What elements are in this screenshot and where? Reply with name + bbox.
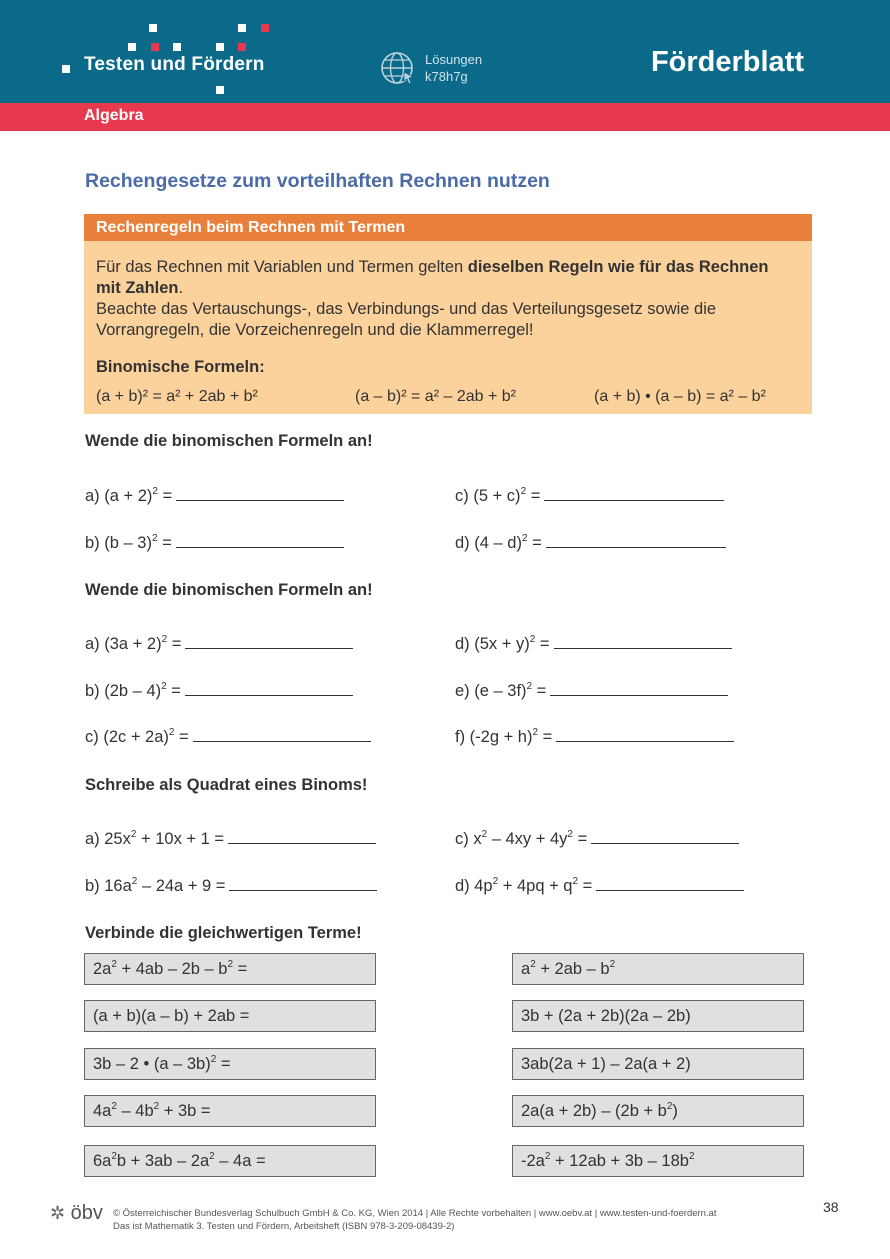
- task-3d: d) $4p^2 + 4pq + q^2$ =: [455, 874, 744, 896]
- term-right-3[interactable]: 3ab(2a + 1) – 2a(a + 2): [512, 1048, 804, 1080]
- answer-line[interactable]: [228, 827, 376, 844]
- term-right-5[interactable]: $-2a^2 + 12ab + 3b - 18b^2$: [512, 1145, 804, 1177]
- term-left-5[interactable]: $6a^2b + 3ab - 2a^2 - 4a$ =: [84, 1145, 376, 1177]
- answer-line[interactable]: [193, 725, 371, 742]
- info-text-3: Beachte das Vertauschungs-, das Verbindungs- und das Verteilungsgesetz sowie die Vorrangregeln, die Vorzeichenregeln und die Klammerregel!: [96, 300, 717, 339]
- answer-line[interactable]: [185, 632, 353, 649]
- solutions-label[interactable]: Lösungen: [425, 52, 483, 67]
- globe-icon[interactable]: [380, 50, 416, 86]
- answer-line[interactable]: [554, 632, 732, 649]
- answer-line[interactable]: [544, 484, 724, 501]
- section3-title: Schreibe als Quadrat eines Binoms!: [85, 776, 368, 794]
- footer-line-2: Das ist Mathematik 3. Testen und Fördern, Arbeitsheft (ISBN 978-3-209-08439-2): [113, 1221, 455, 1232]
- section1-title: Wende die binomischen Formeln an!: [85, 432, 373, 450]
- answer-line[interactable]: [596, 874, 744, 891]
- page-number: 38: [823, 1199, 839, 1215]
- answer-line[interactable]: [176, 484, 344, 501]
- subject-label: Algebra: [84, 107, 144, 124]
- section4-title: Verbinde die gleichwertigen Terme!: [85, 924, 362, 942]
- task-2a: a) $(3a + 2)^2$ =: [85, 632, 353, 654]
- info-box-heading: Rechenregeln beim Rechnen mit Termen: [84, 214, 812, 241]
- term-right-2[interactable]: 3b + (2a + 2b)(2a – 2b): [512, 1000, 804, 1032]
- answer-line[interactable]: [556, 725, 734, 742]
- footer-line-1: © Österreichischer Bundesverlag Schulbuch GmbH & Co. KG, Wien 2014 | Alle Rechte vorbehalten | www.oebv.at | www.testen-und-foerdern.at: [113, 1208, 717, 1219]
- term-left-3[interactable]: 3b – 2 • (a – 3b)$^2$ =: [84, 1048, 376, 1080]
- task-3a: a) $25x^2 + 10x + 1$ =: [85, 827, 376, 849]
- task-2d: d) $(5x + y)^2$ =: [455, 632, 732, 654]
- task-1b: b) (b – 3)$^2$ =: [85, 531, 344, 553]
- answer-line[interactable]: [176, 531, 344, 548]
- page-title: Rechengesetze zum vorteilhaften Rechnen nutzen: [85, 170, 550, 192]
- info-box-text: [96, 257, 796, 341]
- info-text-1: Für das Rechnen mit Variablen und Termen gelten: [96, 258, 468, 276]
- task-2f: f) $(-2g + h)^2$ =: [455, 725, 734, 747]
- term-left-1[interactable]: $2a^2 + 4ab - 2b - b^2$ =: [84, 953, 376, 985]
- term-right-4[interactable]: $2a(a + 2b) - (2b + b^2)$: [512, 1095, 804, 1127]
- info-text-bold: dieselben Regeln wie für das Rechnen mit Zahlen: [96, 258, 769, 297]
- formula-3: (a + b) • (a – b) = a² – b²: [594, 388, 766, 405]
- footer-copyright: [113, 1207, 717, 1233]
- answer-line[interactable]: [591, 827, 739, 844]
- answer-line[interactable]: [185, 679, 353, 696]
- solutions-code[interactable]: k78h7g: [425, 69, 468, 84]
- publisher-logo: ✲ öbv: [50, 1202, 103, 1224]
- header-bar: [0, 0, 890, 103]
- info-text-2: .: [178, 279, 184, 297]
- section2-title: Wende die binomischen Formeln an!: [85, 581, 373, 599]
- star-icon: ✲: [50, 1203, 66, 1223]
- task-2b: b) (2b – 4)$^2$ =: [85, 679, 353, 701]
- task-3b: b) $16a^2 - 24a + 9$ =: [85, 874, 377, 896]
- task-1c: c) $(5 + c)^2$ =: [455, 484, 724, 506]
- task-2e: e) (e – 3f)$^2$ =: [455, 679, 728, 701]
- term-right-1[interactable]: $a^2 + 2ab - b^2$: [512, 953, 804, 985]
- sheet-title: Förderblatt: [650, 46, 804, 78]
- term-left-2[interactable]: (a + b)(a – b) + 2ab =: [84, 1000, 376, 1032]
- formula-1: (a + b)² = a² + 2ab + b²: [96, 388, 258, 405]
- answer-line[interactable]: [229, 874, 377, 891]
- task-3c: c) $x^2 - 4xy + 4y^2$ =: [455, 827, 739, 849]
- task-1a: a) $(a + 2)^2$ =: [85, 484, 344, 506]
- brand-name: Testen und Fördern: [84, 54, 265, 75]
- binom-title: Binomische Formeln:: [96, 358, 265, 376]
- formula-2: (a – b)² = a² – 2ab + b²: [355, 388, 516, 405]
- answer-line[interactable]: [550, 679, 728, 696]
- task-1d: d) (4 – d)$^2$ =: [455, 531, 726, 553]
- answer-line[interactable]: [546, 531, 726, 548]
- term-left-4[interactable]: $4a^2 - 4b^2 + 3b$ =: [84, 1095, 376, 1127]
- info-box: [84, 214, 812, 414]
- task-2c: c) $(2c + 2a)^2$ =: [85, 725, 371, 747]
